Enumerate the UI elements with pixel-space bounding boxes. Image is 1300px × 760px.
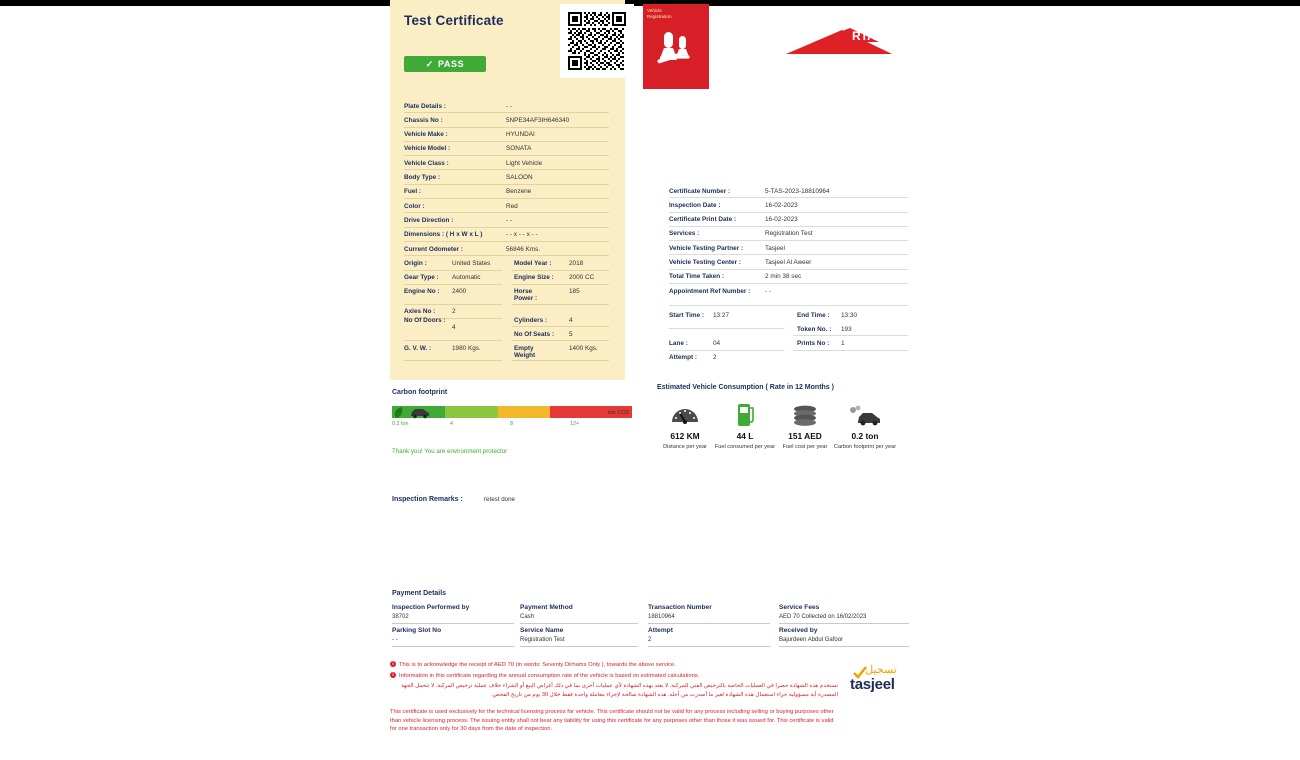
table-row bbox=[669, 322, 908, 336]
row-label: Total Time Taken : bbox=[669, 273, 725, 281]
divider bbox=[779, 623, 909, 624]
divider bbox=[648, 646, 770, 647]
payment-label: Inspection Performed by bbox=[392, 604, 470, 611]
table-row bbox=[669, 336, 908, 350]
table-row bbox=[404, 142, 609, 156]
payment-value: Bajurdeen Abdul Gafoor bbox=[779, 637, 844, 643]
odometer-icon bbox=[652, 400, 718, 428]
row-label: Vehicle Class : bbox=[404, 159, 449, 167]
consumption-item bbox=[712, 400, 778, 452]
table-row bbox=[404, 99, 609, 113]
payment-value: Registration Test bbox=[520, 637, 565, 643]
divider bbox=[520, 646, 638, 647]
row-label: Chassis No : bbox=[404, 116, 443, 124]
payment-label: Received by bbox=[779, 627, 818, 634]
page-title: Test Certificate bbox=[404, 13, 504, 28]
row-label: Certificate Number : bbox=[669, 187, 731, 195]
info-icon: i bbox=[390, 661, 396, 667]
payment-label: Transaction Number bbox=[648, 604, 712, 611]
carbon-footprint-unit: ton CO2 bbox=[608, 410, 629, 416]
row-label: Fuel : bbox=[404, 188, 422, 196]
row-value: Tasjeel Al Aweer bbox=[765, 259, 812, 266]
row-label: End Time : bbox=[797, 311, 830, 319]
row-label: Origin : bbox=[404, 259, 427, 267]
vehicle-registration-stamp bbox=[643, 4, 709, 89]
row-value: - - x - - x - - bbox=[506, 231, 538, 239]
table-row bbox=[404, 256, 609, 270]
consumption-value: 0.2 ton bbox=[851, 431, 879, 441]
tasjeel-logo-arabic: تسجيل bbox=[865, 664, 897, 676]
table-row bbox=[404, 327, 609, 341]
consumption-value: 44 L bbox=[736, 431, 754, 441]
divider bbox=[779, 646, 909, 647]
row-label: Engine Size : bbox=[514, 274, 554, 282]
rta-logo bbox=[784, 26, 894, 56]
row-value: 5 bbox=[569, 330, 573, 338]
row-value: 04 bbox=[713, 339, 721, 347]
row-value: 185 bbox=[569, 288, 580, 296]
row-label: Attempt : bbox=[669, 354, 698, 362]
row-value: 1400 Kgs. bbox=[569, 344, 598, 352]
row-label: No Of Seats : bbox=[514, 330, 555, 338]
row-value: 2 bbox=[713, 354, 717, 362]
row-label: Prints No : bbox=[797, 339, 830, 347]
payment-cell bbox=[520, 604, 638, 624]
payment-cell bbox=[392, 604, 514, 624]
consumption-item bbox=[652, 400, 718, 452]
consumption-title: Estimated Vehicle Consumption ( Rate in 12 Months ) bbox=[657, 384, 834, 391]
row-value: 5NPE34AF3IH646340 bbox=[506, 116, 570, 124]
inspection-remarks-value: retest done bbox=[484, 496, 515, 503]
payment-label: Parking Slot No bbox=[392, 627, 442, 634]
payment-value: 2 bbox=[648, 637, 652, 643]
payment-label: Service Name bbox=[520, 627, 564, 634]
row-value: 4 bbox=[569, 316, 573, 324]
row-value: 2018 bbox=[569, 259, 584, 267]
payment-cell bbox=[520, 627, 638, 647]
payment-value: AED 70 Collected on 16/02/2023 bbox=[779, 614, 867, 620]
payment-cell bbox=[779, 604, 909, 624]
inspection-remarks-label: Inspection Remarks : bbox=[392, 496, 463, 503]
table-row bbox=[404, 185, 609, 199]
row-label: Services : bbox=[669, 230, 700, 238]
row-value: 13:27 bbox=[713, 311, 729, 319]
row-value: Benzene bbox=[506, 188, 532, 196]
payment-value: 18810964 bbox=[648, 614, 675, 620]
svg-text:RTA: RTA bbox=[852, 29, 876, 43]
row-value: Light Vehicle bbox=[506, 159, 543, 167]
table-row bbox=[404, 113, 609, 127]
qr-code bbox=[560, 4, 634, 78]
table-row bbox=[404, 128, 609, 142]
smoke-car-icon bbox=[832, 400, 898, 428]
coins-icon bbox=[772, 400, 838, 428]
vehicle-registration-label: Vehicle Registration bbox=[647, 8, 672, 19]
row-label: Current Odometer : bbox=[404, 245, 463, 253]
row-label: Inspection Date : bbox=[669, 201, 721, 209]
row-label: Dimensions : ( H x W x L ) bbox=[404, 231, 483, 239]
note-text: This is to acknowledge the receipt of AED 70 (in words: Seventy Dirhams Only ), towards the above service. bbox=[399, 662, 676, 668]
table-row bbox=[669, 227, 908, 241]
row-value: 4 bbox=[452, 324, 456, 331]
fuel-pump-icon bbox=[712, 400, 778, 428]
table-row bbox=[404, 156, 609, 170]
row-value: 2 min 38 sec bbox=[765, 273, 802, 281]
table-row bbox=[404, 228, 609, 242]
row-label: Color : bbox=[404, 202, 425, 210]
table-row bbox=[669, 351, 908, 365]
table-row bbox=[404, 171, 609, 185]
row-label: G. V. W. : bbox=[404, 344, 432, 352]
row-value: Automatic bbox=[452, 274, 481, 282]
row-label: Drive Direction : bbox=[404, 216, 454, 224]
row-label: Empty Weight bbox=[514, 344, 536, 359]
row-value: 2 bbox=[452, 308, 456, 316]
note-arabic: تستخدم هذه الشهادة حصرا في العمليات الخاصة بالترخيص الفني للمركبة. لا يعتد بهذه الشهادة لأي عمليات أخرى بما في ذلك أغراض البيع أو الشراء خلاف عملية ترخيص المركبة. لا تتحمل الجهة المصدرة أية مسؤولية جزاء استعمال هذه الشهادة لغير ما أصدرت من أجله. هذه الشهادة صالحة لإجراء معاملة واحدة فقط خلال 30 يوم من تاريخ الفحص. bbox=[401, 683, 838, 698]
check-icon: ✓ bbox=[425, 58, 434, 69]
table-row bbox=[404, 341, 609, 361]
carbon-footprint-title: Carbon footprint bbox=[392, 389, 448, 396]
row-value: 1980 Kgs. bbox=[452, 344, 481, 352]
table-row bbox=[404, 242, 609, 256]
payment-cell bbox=[648, 604, 770, 624]
payment-cell bbox=[779, 627, 909, 647]
payment-details-title: Payment Details bbox=[392, 590, 447, 597]
table-row bbox=[669, 198, 908, 212]
payment-label: Service Fees bbox=[779, 604, 820, 611]
row-value: 2000 CC bbox=[569, 274, 595, 282]
row-value: SALOON bbox=[506, 174, 533, 181]
row-value: 13:30 bbox=[841, 311, 857, 319]
tasjeel-logo-text: tasjeel bbox=[850, 676, 895, 693]
row-label: Certificate Print Date : bbox=[669, 216, 737, 224]
payment-value: - - bbox=[392, 637, 398, 643]
note-estimate bbox=[390, 672, 850, 681]
payment-cell bbox=[648, 627, 770, 647]
note-text: Information in this certificate regarding the annual consumption rate of the vehicle is based on estimated calculations. bbox=[399, 673, 700, 679]
row-label: Plate Details : bbox=[404, 102, 446, 110]
status-badge-label: PASS bbox=[437, 59, 465, 69]
row-value: HYUNDAI bbox=[506, 131, 535, 139]
scale-label: 12+ bbox=[570, 421, 580, 427]
row-label: Gear Type : bbox=[404, 274, 439, 282]
row-value: - - bbox=[506, 102, 513, 110]
row-label: Appointment Ref Number : bbox=[669, 287, 751, 295]
registration-stamp-icon bbox=[655, 30, 697, 79]
row-label: Axles No : bbox=[404, 308, 436, 316]
info-icon: i bbox=[390, 672, 396, 678]
divider bbox=[648, 623, 770, 624]
consumption-item bbox=[772, 400, 838, 452]
consumption-label: Fuel cost per year bbox=[782, 444, 828, 450]
note-legal: This certificate is used exclusively for the technical licensing process for vehicle. This certificate should not be valid for any process including selling or buying purposes other than vehicle licensing process. The issuing entity shall not bear any liability for using this certificate for any purposes other than those it was issued for. This certificate is valid for one transaction only for 30 days from the date of inspection. bbox=[390, 709, 834, 732]
row-label: Body Type : bbox=[404, 174, 441, 181]
consumption-label: Carbon footprint per year bbox=[833, 444, 897, 450]
row-label: Horse Power : bbox=[514, 288, 538, 303]
row-value: 5-TAS-2023-18810964 bbox=[765, 187, 830, 195]
table-row bbox=[669, 284, 908, 306]
row-value: Tasjeel bbox=[765, 244, 785, 252]
row-value: 2400 bbox=[452, 288, 467, 296]
tasjeel-check-icon bbox=[853, 666, 867, 685]
row-value: 56846 Kms. bbox=[506, 245, 541, 253]
row-label: Vehicle Testing Partner : bbox=[669, 244, 744, 252]
divider bbox=[392, 646, 514, 647]
row-value: - - bbox=[765, 287, 772, 295]
payment-value: 38702 bbox=[392, 614, 409, 620]
row-label: Engine No : bbox=[404, 288, 440, 296]
table-row bbox=[669, 184, 908, 198]
row-label: No Of Doors : bbox=[404, 316, 446, 324]
table-row bbox=[669, 241, 908, 255]
row-value: Red bbox=[506, 202, 518, 210]
table-row bbox=[669, 270, 908, 284]
row-label: Start Time : bbox=[669, 311, 705, 319]
table-row bbox=[669, 213, 908, 227]
row-value: 1 bbox=[841, 339, 845, 347]
row-label: Vehicle Make : bbox=[404, 131, 448, 139]
row-label: Model Year : bbox=[514, 259, 552, 267]
payment-label: Payment Method bbox=[520, 604, 573, 611]
row-label: Vehicle Model : bbox=[404, 145, 451, 153]
qr-code-icon bbox=[568, 12, 626, 70]
table-row bbox=[404, 213, 609, 227]
consumption-value: 612 KM bbox=[670, 431, 700, 441]
consumption-value: 151 AED bbox=[788, 431, 822, 441]
status-badge bbox=[404, 56, 486, 72]
scale-label: 0.2 ton bbox=[392, 421, 409, 427]
divider bbox=[392, 623, 514, 624]
scale-label: 4 bbox=[450, 421, 453, 427]
carbon-footprint-scale bbox=[392, 421, 637, 431]
note-receipt bbox=[390, 661, 840, 670]
row-value: SONATA bbox=[506, 145, 532, 153]
row-value: United States bbox=[452, 259, 491, 267]
row-label: Cylinders : bbox=[514, 316, 548, 324]
table-row bbox=[404, 199, 609, 213]
row-value: Registration Test bbox=[765, 230, 813, 238]
row-label: Lane : bbox=[669, 339, 688, 347]
row-value: 193 bbox=[841, 325, 852, 333]
row-label: Vehicle Testing Center : bbox=[669, 259, 741, 266]
consumption-label: Distance per year bbox=[663, 444, 707, 450]
scale-label: 8 bbox=[510, 421, 513, 427]
table-row bbox=[404, 313, 609, 331]
row-value: 16-02-2023 bbox=[765, 216, 798, 224]
payment-value: Cash bbox=[520, 614, 535, 620]
row-value: 16-02-2023 bbox=[765, 201, 798, 209]
row-label: Token No. : bbox=[797, 325, 832, 333]
payment-cell bbox=[392, 627, 514, 647]
table-row bbox=[404, 271, 609, 285]
payment-label: Attempt bbox=[648, 627, 673, 634]
consumption-item bbox=[832, 400, 898, 452]
table-row bbox=[669, 256, 908, 270]
divider bbox=[520, 623, 638, 624]
table-row bbox=[404, 285, 609, 305]
row-value: - - bbox=[506, 216, 513, 224]
consumption-label: Fuel consumed per year bbox=[714, 444, 776, 450]
carbon-footprint-message: Thank you! You are environment protector bbox=[392, 448, 508, 455]
